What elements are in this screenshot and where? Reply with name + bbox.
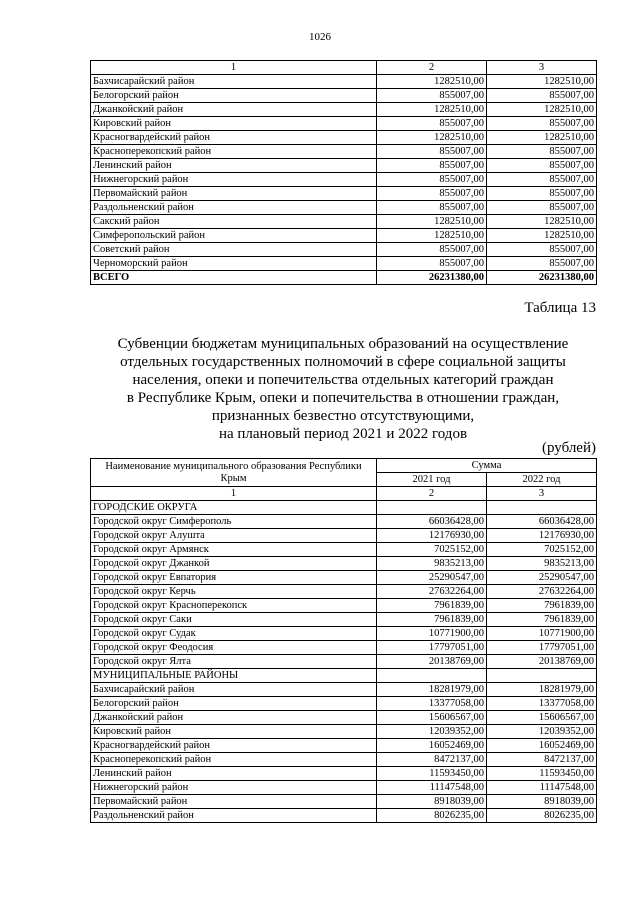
cell-name: Городской округ Судак xyxy=(91,627,377,641)
table-row xyxy=(91,627,597,641)
cell-name: Черноморский район xyxy=(91,257,377,271)
title-line: признанных безвестно отсутствующими, xyxy=(211,408,475,424)
table-row xyxy=(91,781,597,795)
cell-value-1: 18281979,00 xyxy=(377,683,487,697)
table-row xyxy=(91,89,597,103)
unit-label: (рублей) xyxy=(541,440,596,456)
table-row xyxy=(91,557,597,571)
cell-value-1: 855007,00 xyxy=(377,173,487,187)
empty-cell xyxy=(377,501,487,515)
table-row xyxy=(91,145,597,159)
header-name: Наименование муниципального образования Республики Крым xyxy=(91,459,377,487)
cell-value-1: 66036428,00 xyxy=(377,515,487,529)
table-row xyxy=(91,767,597,781)
cell-value-2: 855007,00 xyxy=(487,257,597,271)
cell-value-2: 16052469,00 xyxy=(487,739,597,753)
cell-name: Ленинский район xyxy=(91,159,377,173)
cell-value-2: 855007,00 xyxy=(487,201,597,215)
title-line: на плановый период 2021 и 2022 годов xyxy=(218,426,468,442)
cell-value-2: 855007,00 xyxy=(487,89,597,103)
cell-name: Городской округ Джанкой xyxy=(91,557,377,571)
cell-value-1: 1282510,00 xyxy=(377,103,487,117)
cell-value-2: 1282510,00 xyxy=(487,215,597,229)
table-row xyxy=(91,725,597,739)
cell-name: Джанкойский район xyxy=(91,711,377,725)
cell-name: Городской округ Красноперекопск xyxy=(91,599,377,613)
header-sum: Сумма xyxy=(377,459,597,473)
cell-value-1: 2 xyxy=(377,487,487,501)
cell-value-2: 26231380,00 xyxy=(487,271,597,285)
cell-value-2: 3 xyxy=(487,487,597,501)
cell-value-1: 855007,00 xyxy=(377,243,487,257)
cell-value-2: 15606567,00 xyxy=(487,711,597,725)
cell-value-1: 11593450,00 xyxy=(377,767,487,781)
title-line: Субвенции бюджетам муниципальных образований на осуществление xyxy=(117,336,569,352)
section-title: МУНИЦИПАЛЬНЫЕ РАЙОНЫ xyxy=(91,669,377,683)
table-row xyxy=(91,585,597,599)
cell-value-2: 20138769,00 xyxy=(487,655,597,669)
cell-value-2: 10771900,00 xyxy=(487,627,597,641)
cell-value-2: 17797051,00 xyxy=(487,641,597,655)
cell-value-2: 11147548,00 xyxy=(487,781,597,795)
table-row xyxy=(91,795,597,809)
table-row xyxy=(91,173,597,187)
column-number-row xyxy=(91,487,597,501)
cell-name: Нижнегорский район xyxy=(91,173,377,187)
table-row xyxy=(91,103,597,117)
cell-value-1: 13377058,00 xyxy=(377,697,487,711)
table-row xyxy=(91,201,597,215)
cell-name: Белогорский район xyxy=(91,697,377,711)
table-row xyxy=(91,187,597,201)
cell-value-2: 13377058,00 xyxy=(487,697,597,711)
cell-value-1: 12039352,00 xyxy=(377,725,487,739)
cell-value-1: 7961839,00 xyxy=(377,613,487,627)
cell-value-1: 1282510,00 xyxy=(377,229,487,243)
cell-value-1: 9835213,00 xyxy=(377,557,487,571)
empty-cell xyxy=(487,501,597,515)
cell-value-1: 16052469,00 xyxy=(377,739,487,753)
table-row xyxy=(91,215,597,229)
table-row xyxy=(91,257,597,271)
cell-value-2: 1282510,00 xyxy=(487,103,597,117)
table-continuation xyxy=(90,60,597,285)
cell-value-1: 26231380,00 xyxy=(377,271,487,285)
cell-value-2: 855007,00 xyxy=(487,145,597,159)
cell-name: Раздольненский район xyxy=(91,201,377,215)
table-row xyxy=(91,529,597,543)
cell-value-1: 855007,00 xyxy=(377,117,487,131)
table-title xyxy=(90,335,596,443)
cell-value-2: 11593450,00 xyxy=(487,767,597,781)
cell-name: Кировский район xyxy=(91,117,377,131)
empty-cell xyxy=(487,669,597,683)
cell-value-1: 855007,00 xyxy=(377,145,487,159)
cell-value-1: 11147548,00 xyxy=(377,781,487,795)
header-2021: 2021 год xyxy=(377,473,487,487)
cell-value-1: 855007,00 xyxy=(377,257,487,271)
cell-value-1: 855007,00 xyxy=(377,89,487,103)
table-row xyxy=(91,711,597,725)
table-row xyxy=(91,599,597,613)
cell-value-2: 12039352,00 xyxy=(487,725,597,739)
cell-value-2: 18281979,00 xyxy=(487,683,597,697)
cell-value-1: 1282510,00 xyxy=(377,131,487,145)
section-row xyxy=(91,501,597,515)
cell-name: Городской округ Армянск xyxy=(91,543,377,557)
table-row xyxy=(91,117,597,131)
cell-value-2: 7025152,00 xyxy=(487,543,597,557)
cell-value-1: 855007,00 xyxy=(377,187,487,201)
cell-name: Кировский район xyxy=(91,725,377,739)
total-row xyxy=(91,271,597,285)
cell-value-2: 12176930,00 xyxy=(487,529,597,543)
cell-value-1: 7025152,00 xyxy=(377,543,487,557)
section-row xyxy=(91,669,597,683)
cell-value-2: 8472137,00 xyxy=(487,753,597,767)
header-2022: 2022 год xyxy=(487,473,597,487)
cell-name: Ленинский район xyxy=(91,767,377,781)
table-row xyxy=(91,697,597,711)
table-row xyxy=(91,809,597,823)
cell-value-2: 855007,00 xyxy=(487,173,597,187)
cell-name: 1 xyxy=(91,61,377,75)
title-line: населения, опеки и попечительства отдельных категорий граждан xyxy=(132,372,554,388)
cell-value-2: 66036428,00 xyxy=(487,515,597,529)
table-row xyxy=(91,739,597,753)
cell-value-1: 20138769,00 xyxy=(377,655,487,669)
cell-value-2: 3 xyxy=(487,61,597,75)
cell-value-2: 25290547,00 xyxy=(487,571,597,585)
cell-value-1: 10771900,00 xyxy=(377,627,487,641)
cell-name: Джанкойский район xyxy=(91,103,377,117)
cell-name: Бахчисарайский район xyxy=(91,75,377,89)
section-title: ГОРОДСКИЕ ОКРУГА xyxy=(91,501,377,515)
cell-value-1: 8918039,00 xyxy=(377,795,487,809)
cell-name: Сакский район xyxy=(91,215,377,229)
cell-value-1: 25290547,00 xyxy=(377,571,487,585)
cell-value-2: 9835213,00 xyxy=(487,557,597,571)
cell-value-1: 1282510,00 xyxy=(377,215,487,229)
column-number-row xyxy=(91,61,597,75)
cell-name: Белогорский район xyxy=(91,89,377,103)
table-row xyxy=(91,655,597,669)
cell-name: Красногвардейский район xyxy=(91,739,377,753)
cell-value-2: 8918039,00 xyxy=(487,795,597,809)
cell-value-1: 855007,00 xyxy=(377,201,487,215)
table-row xyxy=(91,613,597,627)
cell-value-1: 27632264,00 xyxy=(377,585,487,599)
cell-name: Городской округ Керчь xyxy=(91,585,377,599)
cell-value-2: 1282510,00 xyxy=(487,229,597,243)
cell-value-2: 855007,00 xyxy=(487,159,597,173)
table-label: Таблица 13 xyxy=(524,300,596,316)
table-row xyxy=(91,75,597,89)
cell-value-2: 855007,00 xyxy=(487,243,597,257)
cell-value-1: 8026235,00 xyxy=(377,809,487,823)
cell-value-1: 15606567,00 xyxy=(377,711,487,725)
cell-name: Симферопольский район xyxy=(91,229,377,243)
table-row xyxy=(91,159,597,173)
cell-name: Красногвардейский район xyxy=(91,131,377,145)
cell-value-1: 7961839,00 xyxy=(377,599,487,613)
cell-name: Нижнегорский район xyxy=(91,781,377,795)
table-row xyxy=(91,543,597,557)
cell-value-2: 7961839,00 xyxy=(487,599,597,613)
cell-name: Городской округ Алушта xyxy=(91,529,377,543)
cell-name: Красноперекопский район xyxy=(91,145,377,159)
cell-value-2: 8026235,00 xyxy=(487,809,597,823)
cell-name: Городской округ Феодосия xyxy=(91,641,377,655)
cell-value-2: 1282510,00 xyxy=(487,131,597,145)
table-row xyxy=(91,229,597,243)
cell-value-2: 1282510,00 xyxy=(487,75,597,89)
title-line: в Республике Крым, опеки и попечительства в отношении граждан, xyxy=(126,390,560,406)
cell-value-1: 17797051,00 xyxy=(377,641,487,655)
table-row xyxy=(91,641,597,655)
table-row xyxy=(91,515,597,529)
table-row xyxy=(91,753,597,767)
cell-name: 1 xyxy=(91,487,377,501)
cell-value-1: 8472137,00 xyxy=(377,753,487,767)
cell-value-1: 2 xyxy=(377,61,487,75)
cell-name: Бахчисарайский район xyxy=(91,683,377,697)
cell-value-1: 855007,00 xyxy=(377,159,487,173)
cell-name: ВСЕГО xyxy=(91,271,377,285)
table-row xyxy=(91,571,597,585)
cell-name: Городской округ Симферополь xyxy=(91,515,377,529)
table-row xyxy=(91,131,597,145)
subvention-table xyxy=(90,458,597,823)
cell-name: Городской округ Саки xyxy=(91,613,377,627)
cell-value-2: 7961839,00 xyxy=(487,613,597,627)
cell-value-2: 855007,00 xyxy=(487,187,597,201)
table-row xyxy=(91,243,597,257)
cell-name: Первомайский район xyxy=(91,187,377,201)
empty-cell xyxy=(377,669,487,683)
cell-value-1: 12176930,00 xyxy=(377,529,487,543)
cell-name: Раздольненский район xyxy=(91,809,377,823)
page-number: 1026 xyxy=(309,31,331,43)
cell-value-2: 27632264,00 xyxy=(487,585,597,599)
cell-name: Первомайский район xyxy=(91,795,377,809)
cell-value-2: 855007,00 xyxy=(487,117,597,131)
title-line: отдельных государственных полномочий в сфере социальной защиты xyxy=(120,354,566,370)
cell-value-1: 1282510,00 xyxy=(377,75,487,89)
cell-name: Городской округ Ялта xyxy=(91,655,377,669)
cell-name: Советский район xyxy=(91,243,377,257)
cell-name: Красноперекопский район xyxy=(91,753,377,767)
cell-name: Городской округ Евпатория xyxy=(91,571,377,585)
table-row xyxy=(91,683,597,697)
